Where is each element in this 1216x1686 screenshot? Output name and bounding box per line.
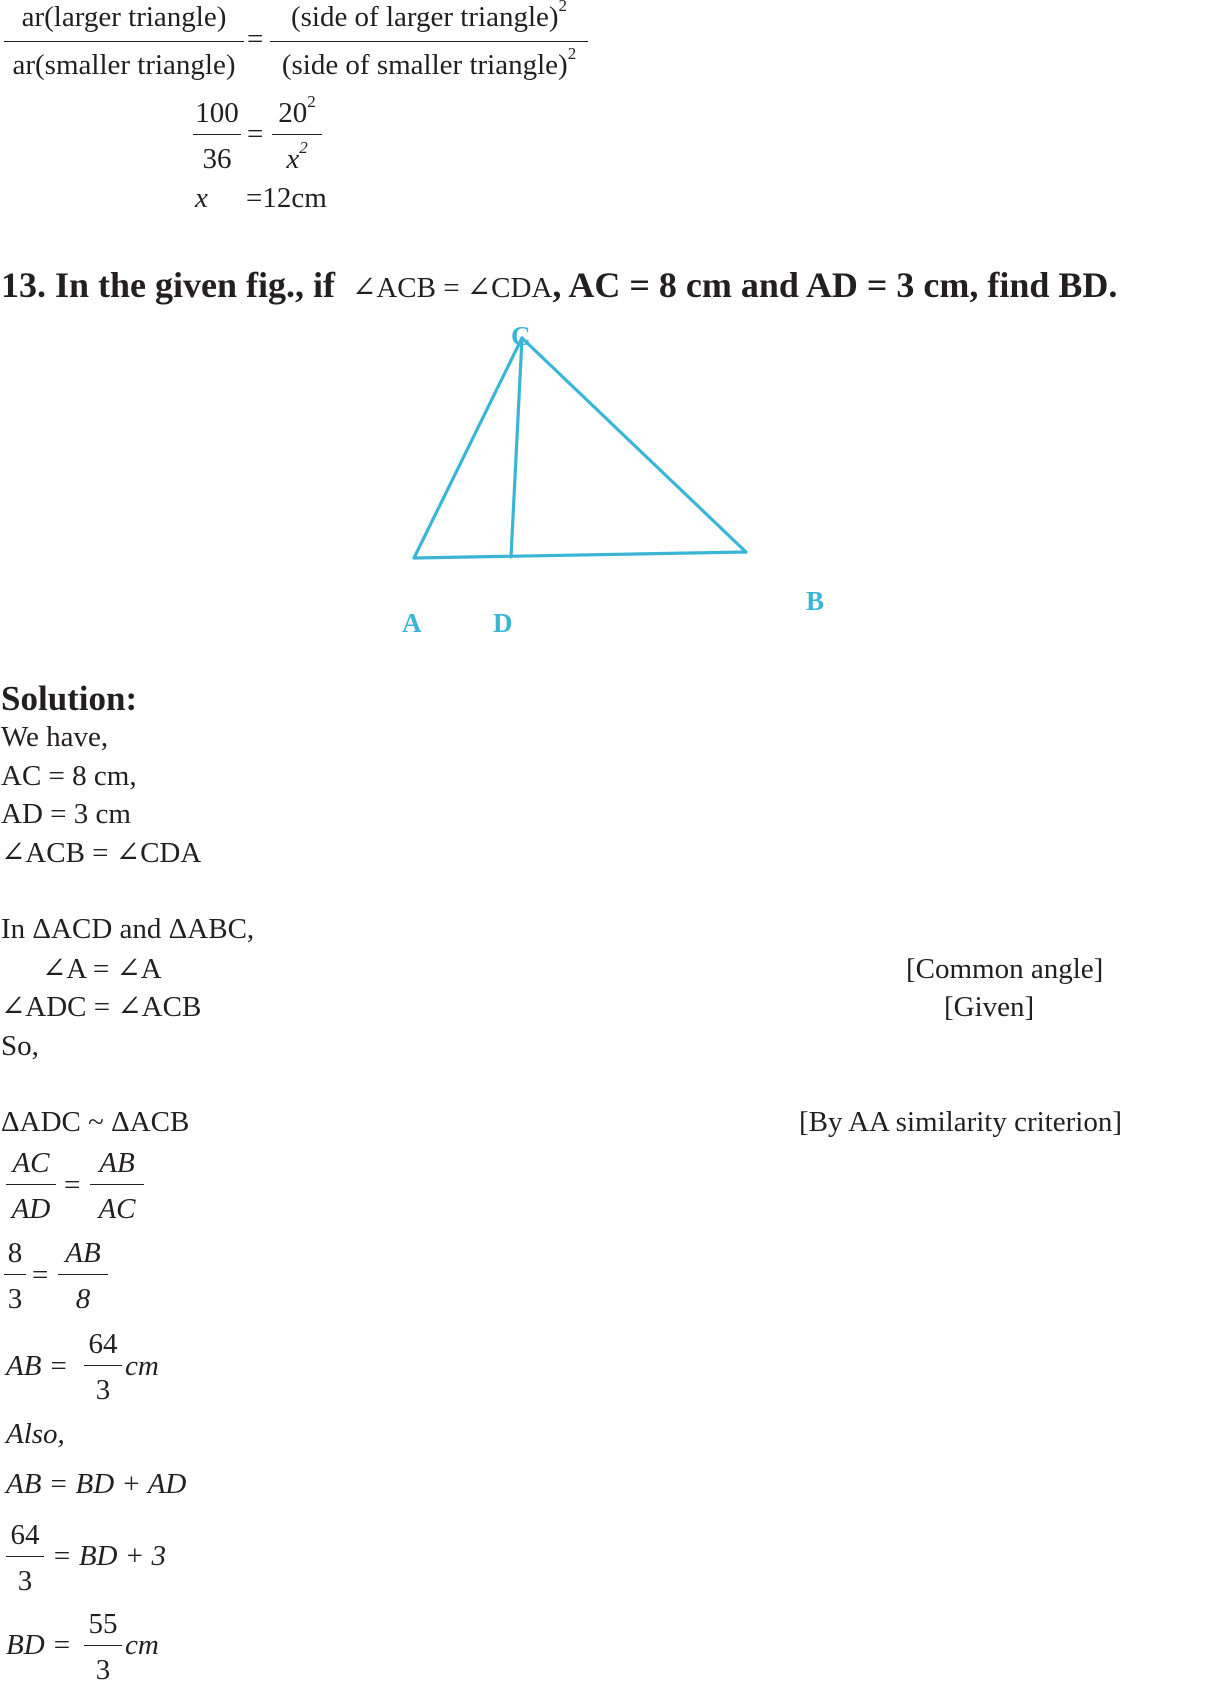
so: So, (1, 1030, 39, 1062)
in-triangles: In ΔACD and ΔABC, (1, 913, 255, 945)
question-suffix: , AC = 8 cm and AD = 3 cm, find BD. (552, 265, 1118, 305)
label-d: D (493, 608, 513, 638)
bd-plus-3: = BD + 3 (52, 1540, 167, 1572)
cm-unit: cm (125, 1350, 159, 1382)
side-ratio-numerator: (side of larger triangle)$^2$ (290, 0, 568, 33)
solution-heading: Solution: (1, 679, 138, 718)
cm-unit-2: cm (125, 1629, 159, 1661)
equals-sign: = (32, 1259, 49, 1291)
x-result: =12cm (246, 182, 327, 214)
side-ab (414, 552, 746, 558)
equals-sign: = (247, 23, 264, 55)
label-b: B (806, 586, 825, 616)
question-condition: ∠ACB = ∠CDA (352, 272, 553, 304)
fraction-55-3: 55 3 (84, 1610, 122, 1685)
question-13 (1, 267, 1117, 303)
fraction-100-36: 100 36 (193, 99, 241, 174)
ab-sum: AB = BD + AD (6, 1468, 187, 1500)
side-cb (522, 338, 746, 552)
area-ratio-denominator: ar(smaller triangle) (12, 49, 236, 81)
side-ca (414, 338, 522, 558)
ab-lhs: AB = (6, 1350, 69, 1382)
fraction-20sq-xsq: $20^2$ $x^2$ (272, 99, 322, 174)
x-variable: x (195, 182, 208, 214)
area-ratio-fraction (4, 3, 244, 80)
segment-cd (511, 338, 522, 557)
area-ratio-numerator: ar(larger triangle) (21, 1, 227, 33)
question-prefix: 13. In the given fig., if (1, 265, 336, 305)
label-c: C (511, 321, 531, 351)
triangle-lines (414, 338, 746, 558)
bd-lhs: BD = (6, 1629, 72, 1661)
fraction-64-3: 64 3 (84, 1330, 122, 1405)
we-have: We have, (1, 721, 109, 753)
given-ac: AC = 8 cm, (1, 760, 137, 792)
given-ad: AD = 3 cm (1, 798, 131, 830)
reason-given: [Given] (944, 991, 1035, 1023)
similarity-statement: ΔADC ~ ΔACB (1, 1106, 190, 1138)
fraction-ac-ad: AC AD (6, 1149, 56, 1224)
reason-common-angle: [Common angle] (906, 953, 1104, 985)
fraction-ab-ac: AB AC (90, 1149, 144, 1224)
reason-aa: [By AA similarity criterion] (799, 1106, 1122, 1138)
also: Also, (6, 1418, 65, 1450)
label-a: A (402, 608, 422, 638)
equals-sign: = (64, 1169, 81, 1201)
angle-adc-equality: ∠ADC = ∠ACB (1, 991, 202, 1023)
side-ratio-denominator: (side of smaller triangle)$^2$ (281, 44, 577, 81)
fraction-8-3: 8 3 (4, 1239, 26, 1314)
given-angles: ∠ACB = ∠CDA (1, 837, 202, 869)
fraction-64-3-b: 64 3 (6, 1521, 44, 1596)
fraction-ab-8: AB 8 (58, 1239, 108, 1314)
equals-sign: = (247, 118, 264, 150)
angle-a-equality: ∠A = ∠A (42, 953, 162, 985)
side-ratio-fraction (270, 0, 588, 81)
